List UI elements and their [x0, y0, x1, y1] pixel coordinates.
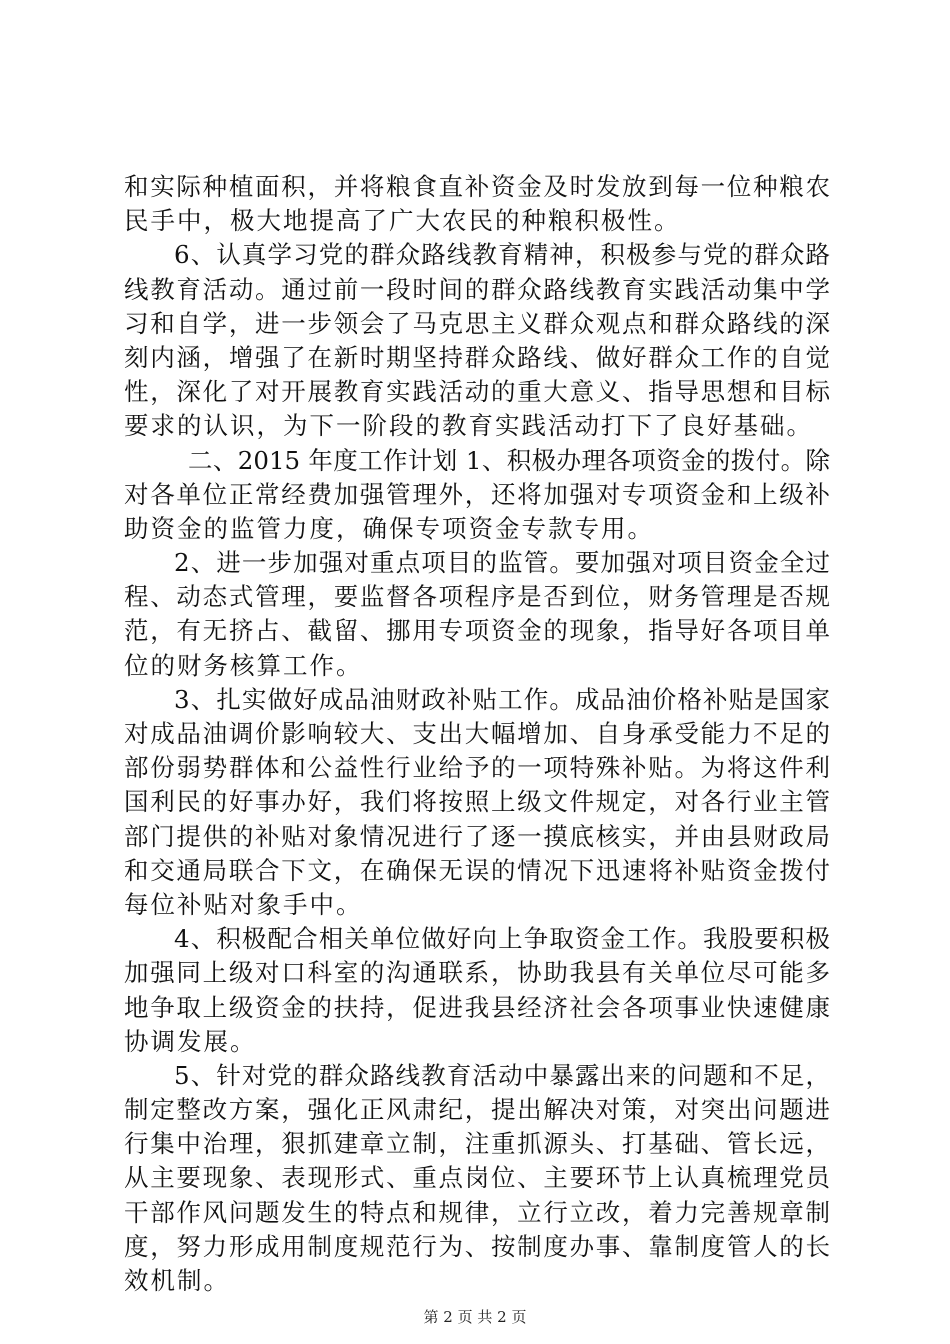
text-line: 度，努力形成用制度规范行为、按制度办事、靠制度管人的长 — [124, 1231, 830, 1261]
text-line: 6、认真学习党的群众路线教育精神，积极参与党的群众路 — [174, 240, 830, 270]
text-line: 要求的认识，为下一阶段的教育实践活动打下了良好基础。 — [124, 411, 813, 441]
text-line: 加强同上级对口科室的沟通联系，协助我县有关单位尽可能多 — [124, 958, 830, 988]
text-line: 二、2015 年度工作计划 1、积极办理各项资金的拨付。除 — [188, 445, 830, 475]
text-line: 效机制。 — [124, 1266, 230, 1295]
text-line: 助资金的监管力度，确保专项资金专款专用。 — [124, 513, 654, 543]
text-line: 国利民的好事办好，我们将按照上级文件规定，对各行业主管 — [124, 787, 830, 817]
text-line: 程、动态式管理，要监督各项程序是否到位，财务管理是否规 — [124, 582, 830, 612]
text-line: 位的财务核算工作。 — [124, 650, 363, 680]
text-line: 和交通局联合下文，在确保无误的情况下迅速将补贴资金拨付 — [124, 855, 830, 885]
text-line: 和实际种植面积，并将粮食直补资金及时发放到每一位种粮农 — [124, 172, 830, 201]
text-line: 部份弱势群体和公益性行业给予的一项特殊补贴。为将这件利 — [124, 753, 830, 783]
text-line: 线教育活动。通过前一段时间的群众路线教育实践活动集中学 — [124, 274, 830, 304]
text-line: 3、扎实做好成品油财政补贴工作。成品油价格补贴是国家 — [174, 684, 830, 714]
text-line: 刻内涵，增强了在新时期坚持群众路线、做好群众工作的自觉 — [124, 342, 830, 372]
text-line: 行集中治理，狠抓建章立制，注重抓源头、打基础、管长远， — [124, 1129, 830, 1159]
document-body — [124, 170, 830, 1298]
text-line: 每位补贴对象手中。 — [124, 889, 363, 919]
text-line: 范，有无挤占、截留、挪用专项资金的现象，指导好各项目单 — [124, 616, 830, 646]
text-line: 对成品油调价影响较大、支出大幅增加、自身承受能力不足的 — [124, 719, 830, 748]
text-line: 对各单位正常经费加强管理外，还将加强对专项资金和上级补 — [124, 479, 830, 509]
text-line: 5、针对党的群众路线教育活动中暴露出来的问题和不足， — [174, 1060, 830, 1090]
text-line: 协调发展。 — [124, 1026, 257, 1056]
text-line: 习和自学，进一步领会了马克思主义群众观点和群众路线的深 — [124, 308, 830, 338]
text-line: 制定整改方案，强化正风肃纪，提出解决对策，对突出问题进 — [124, 1095, 830, 1125]
text-line: 性，深化了对开展教育实践活动的重大意义、指导思想和目标 — [124, 377, 830, 407]
text-line: 干部作风问题发生的特点和规律，立行立改，着力完善规章制 — [124, 1197, 830, 1227]
text-line: 4、积极配合相关单位做好向上争取资金工作。我股要积极 — [174, 924, 830, 954]
text-line: 部门提供的补贴对象情况进行了逐一摸底核实，并由县财政局 — [124, 821, 830, 851]
page-footer: 第 2 页 共 2 页 — [423, 1308, 527, 1326]
text-line: 2、进一步加强对重点项目的监管。要加强对项目资金全过 — [174, 548, 830, 578]
text-line: 从主要现象、表现形式、重点岗位、主要环节上认真梳理党员 — [124, 1163, 830, 1193]
text-line: 地争取上级资金的扶持，促进我县经济社会各项事业快速健康 — [124, 992, 830, 1022]
text-line: 民手中，极大地提高了广大农民的种粮积极性。 — [124, 206, 681, 236]
